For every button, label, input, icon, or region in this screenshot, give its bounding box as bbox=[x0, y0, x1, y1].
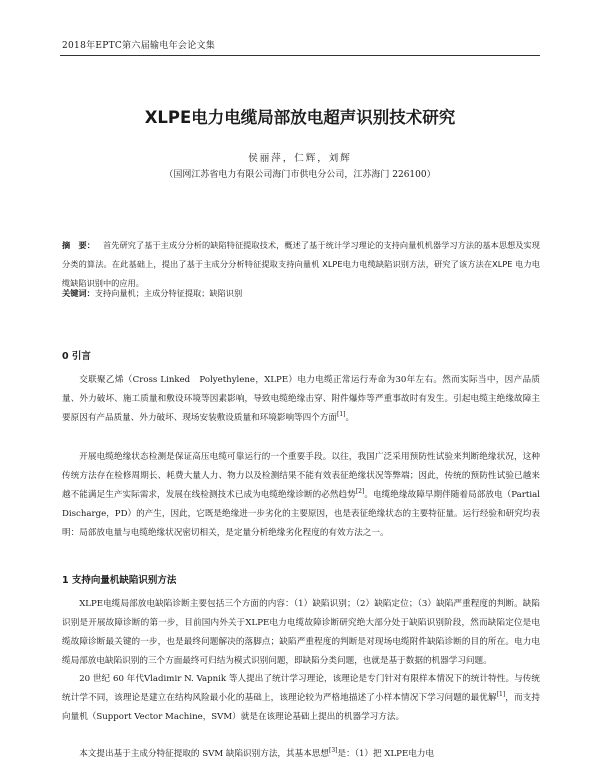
citation-ref: [2] bbox=[355, 488, 365, 496]
header-divider bbox=[60, 55, 540, 56]
intro-p1-text: 交联聚乙烯（Cross Linked Polyethylene，XLPE）电力电缆正常运行寿命为30年左右。然而实际当中，因产品质量、外力破坏、施工质量和敷设环境等因素影响，导致电缆绝缘击穿、附件爆炸等严重事故时有发生。引起电缆主绝缘故障主要原因有产品质量、外力破坏、现场安装敷设质量和环境影响等四个方面 bbox=[62, 375, 540, 423]
authors: 侯丽萍，仁辉，刘辉 bbox=[248, 153, 352, 164]
citation-ref: [3] bbox=[328, 747, 338, 755]
intro-paragraph-2 bbox=[62, 448, 540, 543]
abstract bbox=[62, 236, 540, 293]
svm-paragraph-1: XLPE电缆局部放电缺陷诊断主要包括三个方面的内容：（1）缺陷识别；（2）缺陷定位；（3）缺陷严重程度的判断。缺陷识别是开展故障诊断的第一步，目前国内外关于XLPE电力电缆故障诊断研究绝大部分处于缺陷识别阶段，然而缺陷定位是电缆故障诊断最关键的一步，也是最终问题解决的落脚点；缺陷严重程度的判断是对现场电缆附件缺陷诊断的目的所在。电力电缆局部放电缺陷识别的三个方面最终可归结为模式识别问题，即缺陷分类问题，也就是基于数据的机器学习问题。 bbox=[62, 599, 540, 666]
keywords-text: 支持向量机；主成分特征提取；缺陷识别 bbox=[94, 288, 243, 298]
svm-p3-cont: 是：（1）把 XLPE电力电 bbox=[337, 749, 435, 759]
section-heading-intro: 0 引言 bbox=[62, 351, 91, 362]
intro-p2-cont: 。电缆绝缘故障早期伴随着局部放电（Partial Discharge，PD）的产生，因此，它既是绝缘进一步劣化的主要原因，也是表征绝缘状态的主要特征量。运行经验和研究均表明：局部放电量与电缆绝缘状况密切相关，是定量分析绝缘劣化程度的有效方法之一。 bbox=[62, 490, 540, 538]
running-header: 2018年EPTC第六届输电年会论文集 bbox=[62, 41, 216, 51]
paper-title: XLPE电力电缆局部放电超声识别技术研究 bbox=[144, 108, 456, 127]
abstract-text: 首先研究了基于主成分分析的缺陷特征提取技术，概述了基于统计学习理论的支持向量机机器学习方法的基本思想及实现分类的算法。在此基础上，提出了基于主成分分析特征提取支持向量机 XLPE电力电缆缺陷识别方法，研究了该方法在XLPE 电力电缆缺陷识别中的应用。 bbox=[62, 240, 540, 288]
keywords bbox=[62, 288, 242, 299]
citation-ref: [1] bbox=[496, 691, 506, 699]
svm-paragraph-2 bbox=[62, 670, 540, 727]
svm-p3-text: 本文提出基于主成分特征提取的 SVM 缺陷识别方法，其基本思想 bbox=[79, 749, 329, 759]
svm-paragraph-3 bbox=[62, 745, 540, 764]
keywords-label: 关键词： bbox=[62, 288, 95, 298]
svm-p2-text: 20 世纪 60 年代Vladimir N. Vapnik 等人提出了统计学习理论，该理论是专门针对有限样本情况下的统计特性。与传统统计学不同，该理论是建立在结构风险最小化的基础上，该理论较为严格地描述了小样本情况下学习问题的最优解 bbox=[62, 674, 540, 703]
intro-p2-text: 开展电缆绝缘状态检测是保证高压电缆可靠运行的一个重要手段。以往，我国广泛采用预防性试验来判断绝缘状况，这种传统方法存在检修周期长、耗费大量人力、物力以及检测结果不能有效表征绝缘状况等弊端；因此，传统的预防性试验已越来越不能满足生产实际需求，发展在线检测技术已成为电缆绝缘诊断的必然趋势 bbox=[62, 452, 540, 500]
abstract-label: 摘 要： bbox=[62, 240, 95, 250]
intro-paragraph-1 bbox=[62, 371, 540, 428]
citation-ref: [1] bbox=[337, 411, 346, 419]
section-heading-svm: 1 支持向量机缺陷识别方法 bbox=[62, 575, 177, 586]
svm-p2-cont: ，而支持向量机（Support Vector Machine，SVM）就是在该理论基础上提出的机器学习方法。 bbox=[62, 693, 540, 722]
affiliation: （国网江苏省电力有限公司海门市供电分公司，江苏海门 226100） bbox=[164, 170, 436, 180]
intro-p1-end: 。 bbox=[345, 413, 355, 423]
